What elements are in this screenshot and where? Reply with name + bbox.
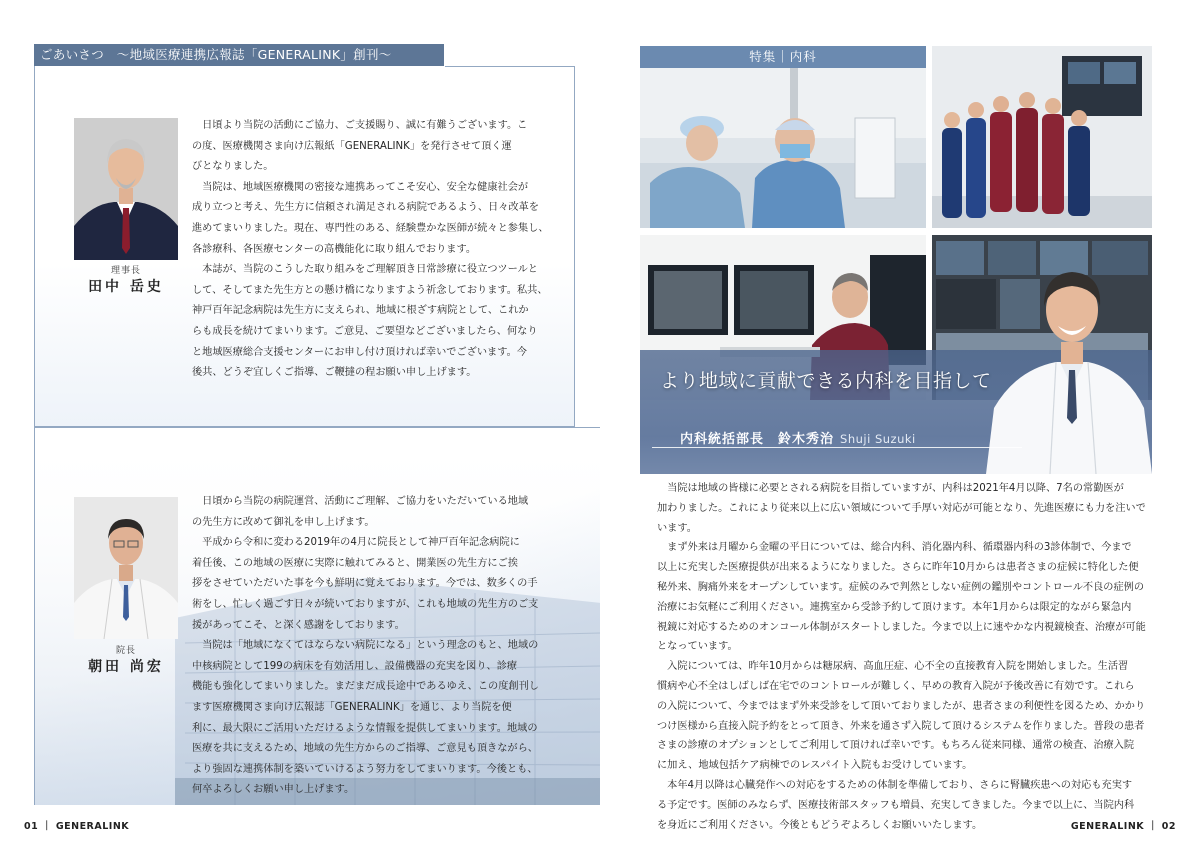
- text-line: びとなりました。: [192, 161, 274, 173]
- text-line: 神戸百年記念病院は先生方に支えられ、地域に根ざす病院として、これか: [192, 305, 529, 317]
- text-line: の先生方に改めて御礼を申し上げます。: [192, 516, 375, 528]
- text-line: 成り立つと考え、先生方に信頼され満足される病院であるよう、日々改革を: [192, 202, 539, 214]
- text-line: 何卒よろしくお願い申し上げます。: [192, 784, 355, 796]
- chairman-portrait: [74, 118, 178, 260]
- text-line: 中核病院として199の病床を有効活用し、設備機器の充実を図り、診療: [192, 660, 518, 672]
- text-line: 日頃より当院の活動にご協力、ご支援賜り、誠に有難うございます。こ: [192, 120, 528, 131]
- person-name: 鈴木秀治: [778, 432, 835, 447]
- text-line: 秘外来、胸痛外来をオープンしています。症候のみで判然としない症例の鑑別やコントロール不良の症例の: [657, 581, 1145, 593]
- text-line: 術をし、忙しく過ごす日々が続いておりますが、これも地域の先生方のご支: [192, 598, 539, 610]
- text-line: 当院は地域の皆様に必要とされる病院を目指していますが、内科は2021年4月以降、7名の常勤医が: [657, 483, 1124, 494]
- text-line: います。: [657, 522, 697, 534]
- text-line: 当院は「地域になくてはならない病院になる」という理念のもと、地域の: [192, 640, 539, 652]
- page-footer-left: 01 ｜ GENERALINK: [24, 821, 130, 832]
- text-line: 日頃から当院の病院運営、活動にご理解、ご協力をいただいている地域: [192, 496, 529, 507]
- section-header-greeting: ごあいさつ ～地域医療連携広報誌「GENERALINK」創刊～: [34, 44, 444, 66]
- text-line: ます医療機関さま向け広報誌「GENERALINK」を通じ、より当院を便: [192, 701, 512, 713]
- text-line: 着任後、この地域の医療に実際に触れてみると、開業医の先生方にご挨: [192, 557, 518, 569]
- director-portrait: [74, 497, 178, 639]
- text-line: 本年4月以降は心臓発作への対応をするための体制を準備しており、さらに腎臓疾患への対応も充実す: [657, 779, 1133, 791]
- text-line: して、そしてまた先生方との懸け橋になりますよう祈念しております。私共、: [192, 284, 548, 296]
- text-line: 医療を共に支えるため、地域の先生方からのご指導、ご意見も頂きながら、: [192, 743, 538, 755]
- text-line: 入院については、昨年10月からは糖尿病、高血圧症、心不全の直接教育入院を開始しました。生活習: [657, 661, 1129, 673]
- text-line: 拶をさせていただいた事を今も鮮明に覚えております。今では、数多くの手: [192, 578, 538, 590]
- text-line: 視鏡に対応するためのオンコール体制がスタートしました。今まで以上に速やかな内視鏡検査、治療が可能: [657, 621, 1146, 633]
- text-line: に加え、地域包括ケア病棟でのレスパイト入院もお受けしています。: [657, 760, 973, 772]
- text-line: の入院について、今まではまず外来受診をして頂いておりましたが、患者さまの利便性を図るため、かかり: [657, 700, 1146, 712]
- text-line: らも成長を続けてまいります。ご意見、ご要望などございましたら、何なり: [192, 325, 538, 337]
- text-line: 当院は、地域医療機関の密接な連携あってこそ安心、安全な健康社会が: [192, 181, 529, 193]
- text-line: 後共、どうぞ宜しくご指導、ご鞭撻の程お願い申し上げます。: [192, 367, 477, 379]
- person-roman-name: Shuji Suzuki: [840, 432, 916, 446]
- banner-divider: [652, 447, 1022, 448]
- text-line: 利に、最大限にご活用いただけるような情報を提供してまいります。地域の: [192, 722, 538, 734]
- text-line: つけ医様から直接入院予約をとって頂き、外来を通さず入院して頂けるシステムを作りました。普段の患者: [657, 720, 1145, 732]
- text-line: と地域医療総合支援センターにお申し付け頂ければ幸いでございます。今: [192, 346, 527, 358]
- photo-cath-lab-procedure: [640, 68, 926, 228]
- chairman-message: [192, 116, 564, 384]
- text-line: 機能も強化してまいりました。まだまだ成長途中であるゆえ、この度創刊し: [192, 681, 539, 693]
- text-line: 慣病や心不全はしばしば在宅でのコントロールが難しく、早めの教育入院が予後改善に有効です。これら: [657, 680, 1135, 692]
- text-line: の度、医療機関さま向け広報紙「GENERALINK」を発行させて頂く運: [192, 140, 512, 152]
- text-line: 各診療科、各医療センターの高機能化に取り組んでおります。: [192, 243, 477, 255]
- chairman-role: 理事長: [110, 266, 141, 276]
- director-role: 院長: [115, 646, 136, 656]
- text-line: 治療にお気軽にご利用ください。連携室から受診予約して頂けます。本年1月からは限定的ながら緊急内: [657, 601, 1132, 613]
- person-title: 内科統括部長: [680, 432, 765, 447]
- panel-border: [445, 66, 575, 67]
- text-line: まず外来は月曜から金曜の平日については、総合内科、消化器内科、循環器内科の3診体制で、今まで: [657, 542, 1132, 554]
- text-line: 以上に充実した医療提供が出来るようになりました。さらに昨年10月からは患者さまの症候に特化した便: [657, 562, 1139, 574]
- text-line: となっています。: [657, 641, 738, 653]
- feature-headline: より地域に貢献できる内科を目指して: [660, 370, 992, 392]
- text-line: 進めてまいりました。現在、専門性のある、経験豊かな医師が続々と参集し、: [192, 222, 549, 234]
- photo-department-head: [980, 258, 1152, 474]
- section-header-feature: 特集｜内科: [640, 46, 926, 68]
- department-head-credit: [680, 428, 916, 447]
- feature-article-body: [657, 479, 1149, 835]
- text-line: 本誌が、当院のこうした取り組みをご理解頂き日常診療に役立つツールと: [192, 264, 538, 276]
- text-line: る予定です。医師のみならず、医療技術部スタッフも増員、充実してきました。今まで以上に、当院内科: [657, 799, 1135, 811]
- text-line: を身近にご利用ください。今後ともどうぞよろしくお願いいたします。: [657, 819, 983, 831]
- photo-medical-team: [932, 46, 1152, 228]
- text-line: 援があってこそ、と深く感謝をしております。: [192, 619, 405, 631]
- director-message: [192, 492, 568, 801]
- text-line: 平成から令和に変わる2019年の4月に院長として神戸百年記念病院に: [192, 537, 520, 549]
- text-line: さまの診療のオプションとしてご利用して頂ければ幸いです。もちろん従来同様、通常の検査、治療入院: [657, 740, 1135, 752]
- text-line: より強固な連携体制を築いていけるよう努力をしてまいります。今後とも、: [192, 763, 538, 775]
- director-name: 朝田 尚宏: [88, 659, 164, 675]
- chairman-name: 田中 岳史: [88, 279, 164, 295]
- page-footer-right: GENERALINK ｜ 02: [1070, 821, 1176, 832]
- text-line: 加わりました。これにより従来以上に広い領域について手厚い対応が可能となり、先進医療にも力を注いで: [657, 502, 1146, 514]
